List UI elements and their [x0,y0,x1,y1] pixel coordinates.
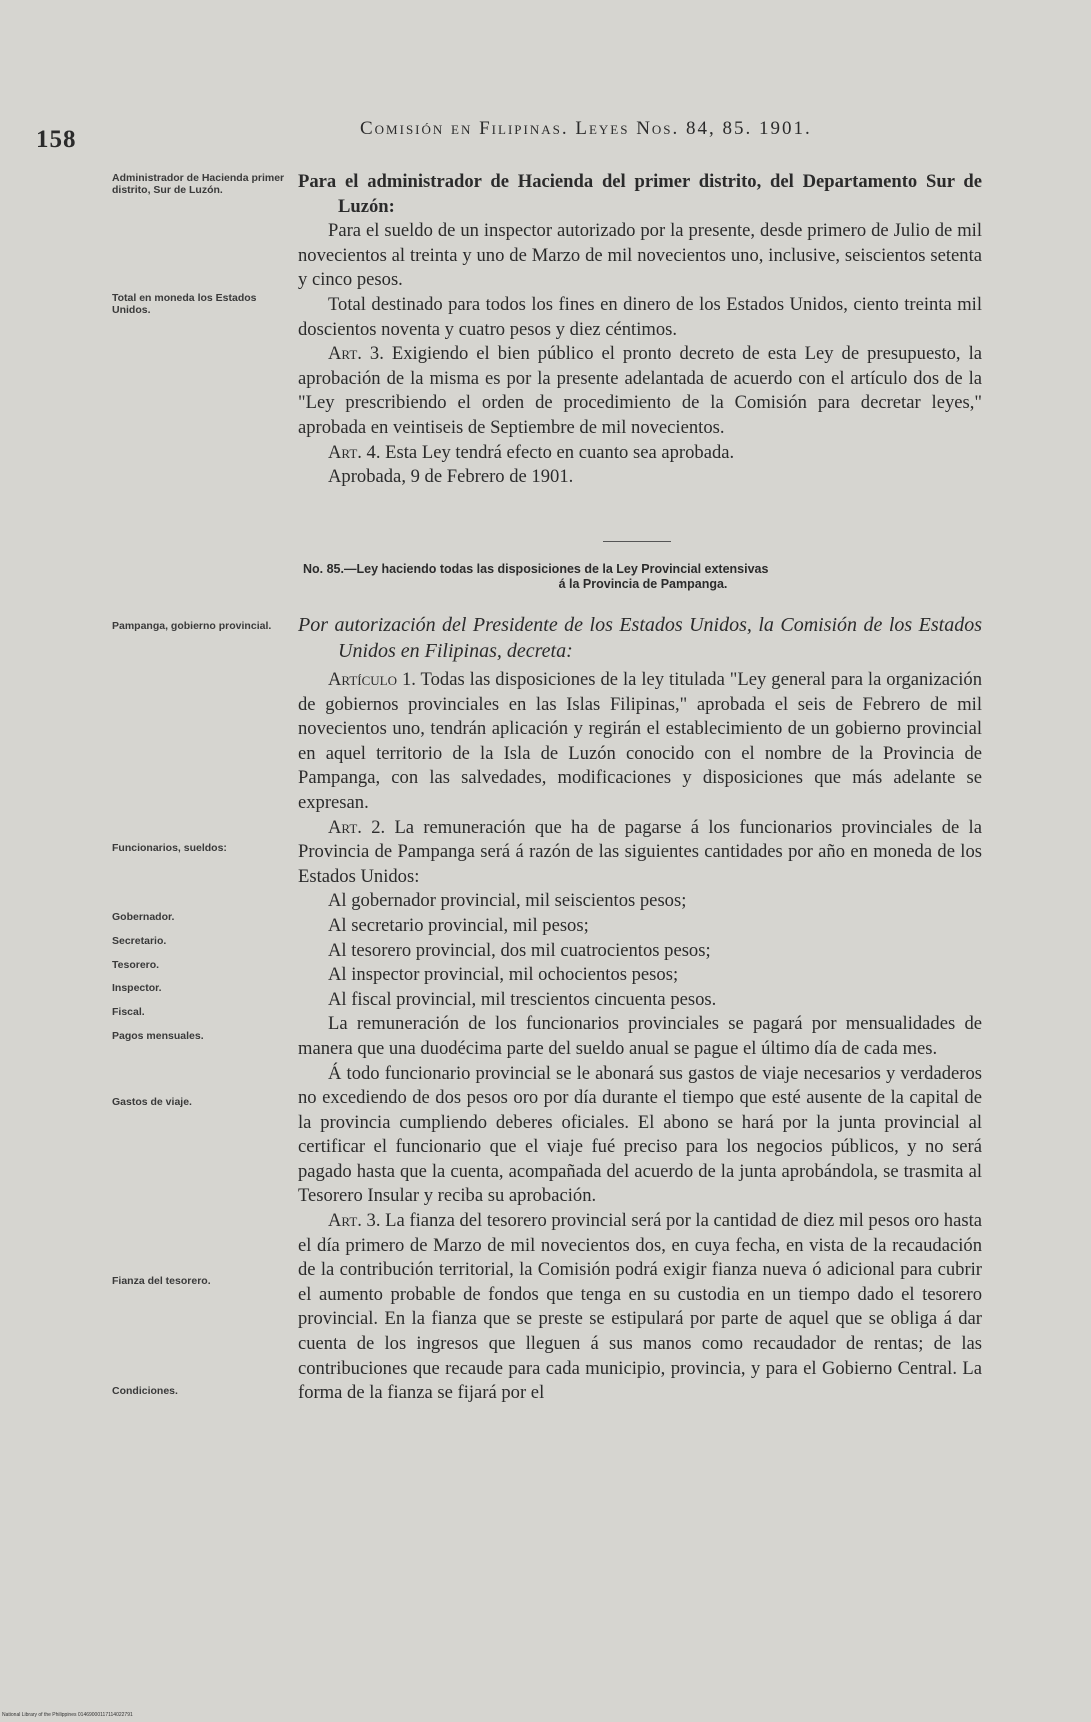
running-header: Comisión en Filipinas. Leyes Nos. 84, 85. 1901. [360,118,812,139]
law84-para-sueldo: Para el sueldo de un inspector autorizado por la presente, desde primero de Julio de mil novecientos al treinta y uno de Marzo de mil novecientos uno, inclusive, seiscientos setenta y cinco pesos. [298,220,982,291]
law85-art2-label: Art. 2. [328,816,386,838]
margin-note-fianza: Fianza del tesorero. [112,1275,211,1287]
law85-art1-text: Todas las disposiciones de la ley titulada "Ley general para la organización de gobiernos provinciales en las Islas Filipinas," aprobada el seis de Febrero de mil novecientos uno, tendrán aplicación y regirán el establecimiento de un gobierno provincial en aquel territorio de la Isla de Luzón conocido con el nombre de la Provincia de Pampanga, con las salvedades, modificaciones y disposiciones que más adelante se expresan. [298,669,982,813]
margin-note-pagos: Pagos mensuales. [112,1030,204,1042]
law85-enacting-clause: Por autorización del Presidente de los Estados Unidos, la Comisión de los Estados Unidos en Filipinas, decreta: [298,614,982,662]
section-divider [603,541,671,542]
margin-note-pampanga: Pampanga, gobierno provincial. [112,620,272,632]
law84-para-admin: Para el administrador de Hacienda del primer distrito, del Departamento Sur de Luzón: [298,171,982,217]
law84-art3 [298,342,982,440]
law85-art3-text: La fianza del tesorero provincial será por la cantidad de diez mil pesos oro hasta el día primero de Marzo de mil novecientos dos, en cuya fecha, en vista de la recaudación de la contribución territorial, la Comisión podrá exigir fianza nueva ó adicional para cubrir el aumento probable de fondos que tenga en su custodia en un tiempo dado el tesorero provincial. En la fianza que se preste se estipulará por parte de aquel que se obliga á dar cuenta de los ingresos que lleguen á sus manos como recaudador de rentas; de las contribuciones que recaude para cada municipio, provincia, y para el Gobierno Central. La forma de la fianza se fijará por el [298,1210,982,1404]
margin-note-fiscal: Fiscal. [112,1006,145,1018]
law85-art2-text: La remuneración que ha de pagarse á los funcionarios provinciales de la Provincia de Pampanga será á razón de las siguientes cantidades por año en moneda de los Estados Unidos: [298,816,982,887]
margin-note-condiciones: Condiciones. [112,1385,178,1397]
law85-monthly-payments: La remuneración de los funcionarios provinciales se pagará por mensualidades de manera que una duodécima parte del sueldo anual se pague el último día de cada mes. [298,1013,982,1059]
law84-art4-text: Esta Ley tendrá efecto en cuanto sea aprobada. [385,441,735,463]
law84-para-total: Total destinado para todos los fines en dinero de los Estados Unidos, ciento treinta mil doscientos noventa y cuatro pesos y diez céntimos. [298,293,982,340]
margin-note-gobernador: Gobernador. [112,911,175,923]
law85-title-line2: á la Provincia de Pampanga. [558,577,728,591]
law85-art3-label: Art. 3. [328,1210,381,1232]
law85-travel-expenses: Á todo funcionario provincial se le abonará sus gastos de viaje necesarios y verdaderos no excediendo de dos pesos oro por día durante el tiempo que esté ausente de la capital de la provincia cumpliendo deberes oficiales. El abono se hará por la junta provincial al certificar el funcionario que el viaje fué preciso para los negocios públicos, y no será pagado hasta que la cuenta, acompañada del acuerdo de la junta aprobándola, se trasmita al Tesorero Insular y reciba su aprobación. [298,1062,982,1207]
scan-footer: National Library of the Philippines 01469000117114022791 [2,1712,133,1718]
law85-art1-label: Artículo 1. [328,669,416,690]
law84-approved: Aprobada, 9 de Febrero de 1901. [328,466,574,488]
law85-art3 [298,1209,982,1406]
salary-inspector: Al inspector provincial, mil ochocientos pesos; [328,964,679,986]
law84-art4-label: Art. 4. [328,441,381,463]
law84-art3-text: Exigiendo el bien público el pronto decreto de esta Ley de presupuesto, la aprobación de la misma es por la presente adelantada de acuerdo con el artículo dos de la "Ley prescribiendo el orden de procedimiento de la Comisión para decretar leyes," aprobada en veintiseis de Septiembre de mil novecientos. [298,343,982,438]
law85-title [303,562,983,592]
margin-note-secretario: Secretario. [112,935,167,947]
law84-text [298,170,982,490]
margin-note-total: Total en moneda los Estados Unidos. [112,292,257,316]
salary-tesorero: Al tesorero provincial, dos mil cuatrocientos pesos; [328,939,711,961]
margin-note-admin: Administrador de Hacienda primer distrito, Sur de Luzón. [112,172,285,196]
margin-note-inspector: Inspector. [112,982,162,994]
salary-gobernador: Al gobernador provincial, mil seiscientos pesos; [328,890,687,912]
margin-note-funcionarios: Funcionarios, sueldos: [112,842,227,854]
law85-art1 [298,668,982,816]
margin-note-tesorero: Tesorero. [112,959,160,971]
salary-fiscal: Al fiscal provincial, mil trescientos cincuenta pesos. [328,988,717,1010]
law85-art2 [298,816,982,890]
margin-note-gastos: Gastos de viaje. [112,1096,192,1108]
salary-secretario: Al secretario provincial, mil pesos; [328,914,589,936]
law85-title-line1: No. 85.—Ley haciendo todas las disposiciones de la Ley Provincial extensivas [303,562,769,576]
page-number: 158 [36,126,77,153]
law84-art3-label: Art. 3. [328,343,384,365]
law84-art4 [298,441,982,466]
law85-text [298,612,982,1406]
